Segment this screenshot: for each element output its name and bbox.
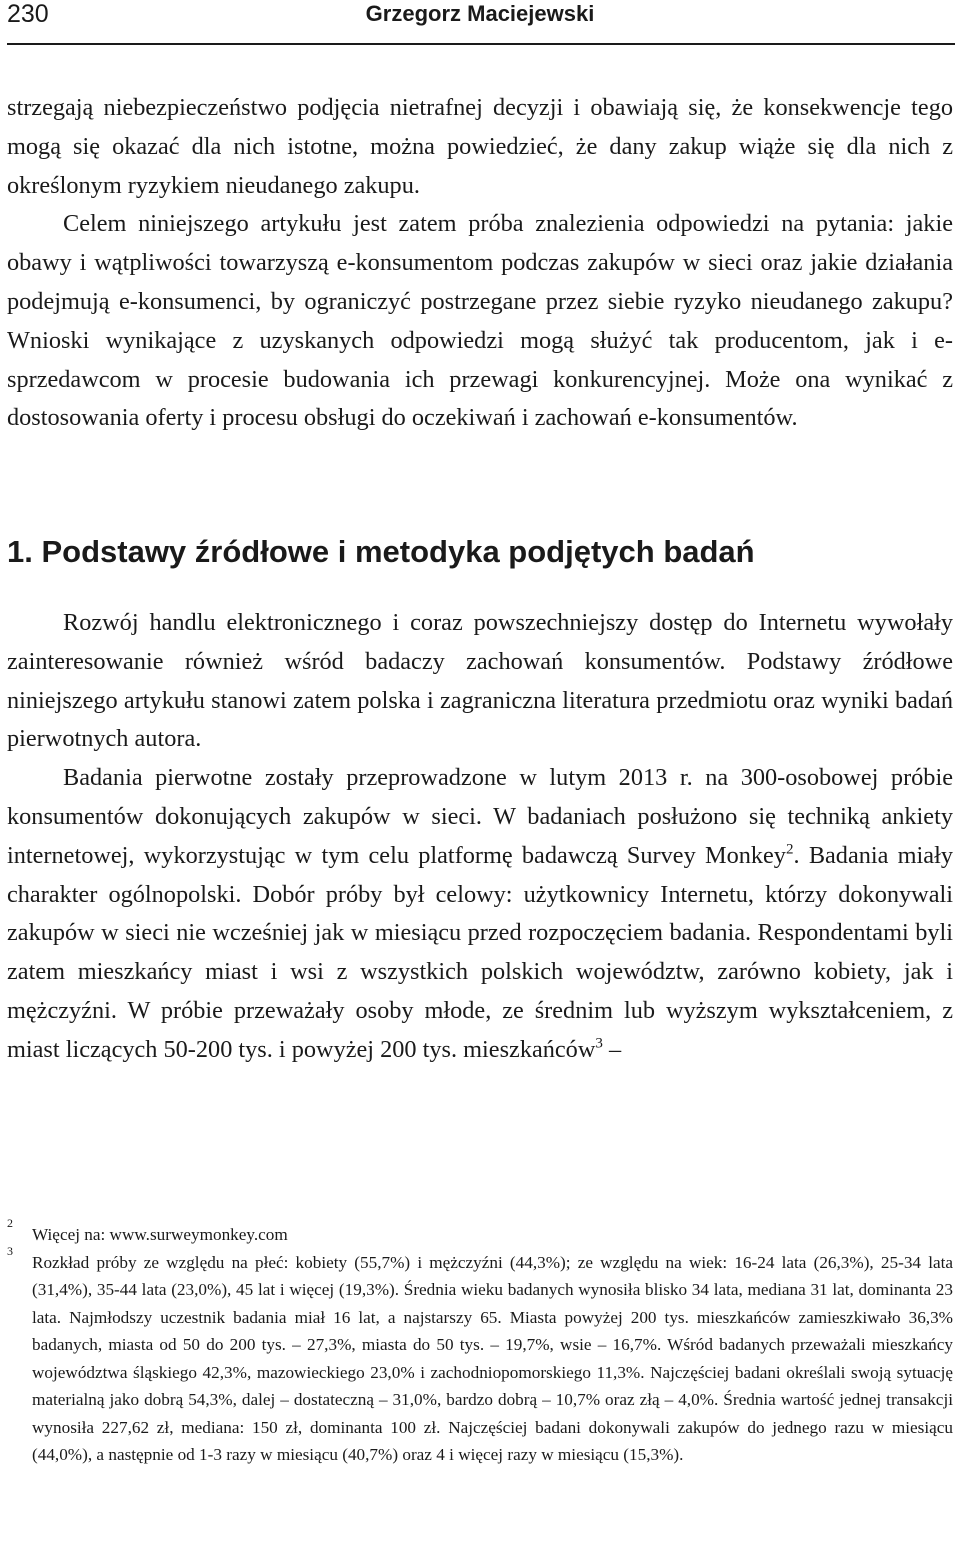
- footnote-text: Rozkład próby ze względu na płeć: kobiety (55,7%) i mężczyźni (44,3%); ze względu na wiek: 16-24 lata (26,3%), 25-34 lata (31,4%), 35-44 lata (23,0%), 45 lat i więcej (19,3%). Średnia wieku badanych wynosiła blisko 34 lata, mediana 31 lat, dominanta 23 lata. Najmłodszy uczestnik badania miał 16 lat, a najstarszy 65. Miasta powyżej 200 tys. mieszkańców zamieszkiwało 36,3% badanych, miasta od 50 do 200 tys. – 27,3%, miasta do 50 tys. – 19,7%, wsie – 16,7%. Wśród badanych przeważali mieszkańcy województwa śląskiego 42,3%, mazowieckiego 23,0% i zachodniopomorskiego 11,3%. Najczęściej badani określali swoją sytuację materialną jako dobrą 54,3%, dalej – dostateczną – 31,0%, bardzo dobrą – 10,7% oraz złą – 4,0%. Średnia wartość jednej transakcji wynosiła 227,62 zł, mediana: 150 zł, dominanta 100 zł. Najczęściej badani dokonywali zakupów do jednego razu w miesiącu (44,0%), a następnie od 1-3 razy w miesiącu (40,7%) oraz 4 i więcej razy w miesiącu (15,3%).: [32, 1252, 953, 1464]
- section-paragraph-research: [7, 759, 953, 1069]
- section-text: [7, 604, 953, 1070]
- section-paragraph-sources: Rozwój handlu elektronicznego i coraz powszechniejszy dostęp do Internetu wywołały zainteresowanie również wśród badaczy zachowań konsumentów. Podstawy źródłowe niniejszego artykułu stanowi zatem polska i zagraniczna literatura przedmiotu oraz wyniki badań pierwotnych autora.: [7, 609, 953, 753]
- page-number: 230: [7, 0, 49, 28]
- footnote-text: Więcej na: www.surweymonkey.com: [32, 1225, 288, 1244]
- research-text-part-1: Badania pierwotne zostały przeprowadzone w lutym 2013 r. na 300-osobowej próbie konsumentów dokonujących zakupów w sieci. W badaniach posłużono się techniką ankiety internetowej, wykorzystując w tym celu platformę badawczą Survey Monkey: [7, 764, 953, 869]
- footnote-2: [7, 1216, 953, 1249]
- footnote-ref-3[interactable]: 3: [595, 1035, 603, 1052]
- running-head-author: Grzegorz Maciejewski: [365, 1, 595, 26]
- intro-paragraph-continued: strzegają niebezpieczeństwo podjęcia nietrafnej decyzji i obawiają się, że konsekwencje tego mogą się okazać dla nich istotne, można powiedzieć, że dany zakup wiąże się dla nich z określonym ryzykiem nieudanego zakupu.: [7, 94, 953, 199]
- footnote-3: [7, 1243, 953, 1469]
- header-rule: [7, 43, 955, 45]
- intro-text: [7, 89, 953, 438]
- research-text-part-3: –: [602, 1035, 622, 1063]
- intro-paragraph-aim: Celem niniejszego artykułu jest zatem próba znalezienia odpowiedzi na pytania: jakie obawy i wątpliwości towarzyszą e-konsumentom podczas zakupów w sieci oraz jakie działania podejmują e-konsumenci, by ograniczyć postrzegane przez siebie ryzyko nieudanego zakupu? Wnioski wynikające z uzyskanych odpowiedzi mogą służyć tak producentom, jak i e-sprzedawcom w procesie budowania ich przewagi konkurencyjnej. Może ona wynikać z dostosowania oferty i procesu obsługi do oczekiwań i zachowań e-konsumentów.: [7, 210, 953, 432]
- footnote-mark: 3: [7, 1243, 13, 1258]
- footnote-ref-2[interactable]: 2: [785, 841, 794, 858]
- footnote-mark: 2: [7, 1216, 13, 1230]
- research-text-part-2: . Badania miały charakter ogólnopolski. Dobór próby był celowy: użytkownicy Internetu, którzy dokonywali zakupów w sieci nie wcześniej jak w miesiącu przed rozpoczęciem badania. Respondentami byli zatem mieszkańcy miast i wsi z wszystkich polskich województw, zarówno kobiety, jak i mężczyźni. W próbie przeważały osoby młode, ze średnim lub wyższym wykształceniem, z miast liczących 50-200 tys. i powyżej 200 tys. mieszkańców: [7, 841, 953, 1063]
- footnotes: [7, 1216, 953, 1469]
- section-heading: 1. Podstawy źródłowe i metodyka podjętych badań: [7, 534, 755, 569]
- page-header: [0, 0, 960, 44]
